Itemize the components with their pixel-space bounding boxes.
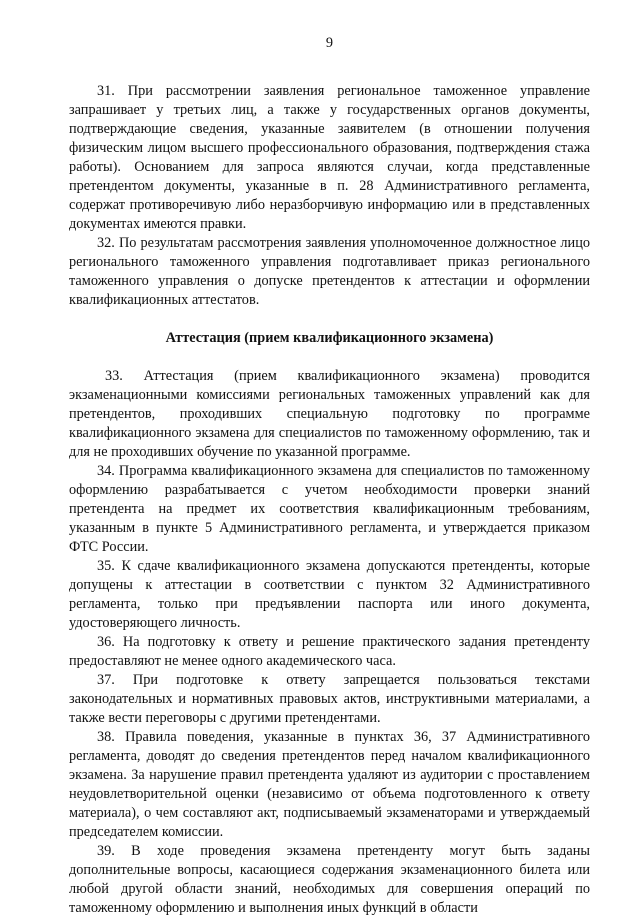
paragraph-39: 39. В ходе проведения экзамена претенденту могут быть заданы дополнительные вопросы, касающиеся содержания экзаменационного билета или любой другой области знаний, необходимых для совершения операций по таможенному оформлению и выполнения иных функций в области <box>69 843 590 916</box>
paragraph-31: 31. При рассмотрении заявления региональное таможенное управление запрашивает у третьих лиц, а также у государственных органов документы, подтверждающие сведения, указанные заявителем (в отношении получения физическим лицом высшего профессионального образования, подтверждения стажа работы). Основанием для запроса являются случаи, когда представленные претендентом документы, указанные в п. 28 Административного регламента, содержат противоречивую либо неразборчивую информацию или в представленных документах имеются правки. <box>69 83 590 232</box>
paragraph-33: 33. Аттестация (прием квалификационного экзамена) проводится экзаменационными комиссиями региональных таможенных управлений как для претендентов, проходивших специальную подготовку по программе квалификационного экзамена для специалистов по таможенному оформлению, так и для не проходивших обучение по указанной программе. <box>69 368 590 460</box>
paragraph-32: 32. По результатам рассмотрения заявления уполномоченное должностное лицо регионального таможенного управления подготавливает приказ регионального таможенного управления о допуске претендентов к аттестации и оформлении квалификационных аттестатов. <box>69 235 590 308</box>
section-heading: Аттестация (прием квалификационного экзамена) <box>165 330 494 346</box>
paragraph-35: 35. К сдаче квалификационного экзамена допускаются претенденты, которые допущены к аттестации в соответствии с пунктом 32 Административного регламента, только при предъявлении паспорта или иного документа, удостоверяющего личность. <box>69 558 590 631</box>
paragraph-37: 37. При подготовке к ответу запрещается пользоваться текстами законодательных и нормативных правовых актов, инструктивными материалами, а также вести переговоры с другими претендентами. <box>69 672 590 726</box>
page-number: 9 <box>325 35 334 51</box>
paragraph-38: 38. Правила поведения, указанные в пунктах 36, 37 Административного регламента, доводят до сведения претендентов перед началом квалификационного экзамена. За нарушение правил претендента удаляют из аудитории с проставлением неудовлетворительной оценки (независимо от объема подготовленного к ответу материала), о чем составляют акт, подписываемый экзаменаторами и утверждаемый председателем комиссии. <box>69 729 590 840</box>
paragraph-36: 36. На подготовку к ответу и решение практического задания претенденту предоставляют не менее одного академического часа. <box>69 634 590 669</box>
paragraph-34: 34. Программа квалификационного экзамена для специалистов по таможенному оформлению разрабатывается с учетом необходимости проверки знаний претендента на предмет их соответствия квалификационным требованиям, указанным в пункте 5 Административного регламента, и утверждается приказом ФТС России. <box>69 463 590 555</box>
